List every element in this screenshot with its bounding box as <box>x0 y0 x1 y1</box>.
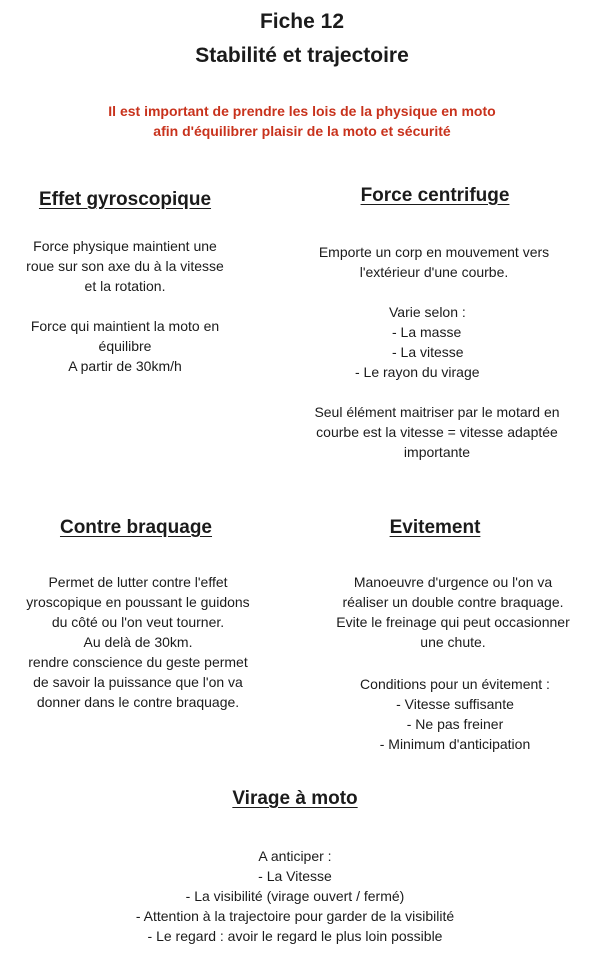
intro-line-2: afin d'équilibrer plaisir de la moto et sécurité <box>153 123 451 139</box>
heading-virage-a-moto: Virage à moto <box>232 788 358 809</box>
gyro-paragraph-2 <box>0 316 260 376</box>
contre-paragraph <box>0 572 288 712</box>
intro-line-1: Il est important de prendre les lois de la physique en moto <box>108 103 496 119</box>
text-line: - La Vitesse <box>258 868 332 884</box>
text-line: Au delà de 30km. <box>83 634 193 650</box>
text-line: Force qui maintient la moto en <box>30 318 220 334</box>
text-line: une chute. <box>420 634 486 650</box>
text-line: de savoir la puissance que l'on va <box>33 674 243 690</box>
text-line: A anticiper : <box>258 848 332 864</box>
text-line: - La vitesse <box>392 344 464 360</box>
text-line: réaliser un double contre braquage. <box>342 594 564 610</box>
text-line: - Ne pas freiner <box>406 716 504 732</box>
text-line: rendre conscience du geste permet <box>28 654 248 670</box>
virage-paragraph <box>0 846 590 946</box>
text-line: yroscopique en poussant le guidons <box>26 594 250 610</box>
text-line: Manoeuvre d'urgence ou l'on va <box>353 574 553 590</box>
text-line: Varie selon : <box>389 304 466 320</box>
text-line: l'extérieur d'une courbe. <box>359 264 509 280</box>
text-line: Seul élément maitriser par le motard en <box>314 404 560 420</box>
text-line: Emporte un corp en mouvement vers <box>318 244 550 260</box>
heading-evitement: Evitement <box>389 517 481 538</box>
text-line: - Attention à la trajectoire pour garder de la visibilité <box>135 908 455 924</box>
text-line: donner dans le contre braquage. <box>36 694 240 710</box>
text-line: - Vitesse suffisante <box>396 696 514 712</box>
evitement-paragraph-1 <box>300 572 604 652</box>
centrifuge-paragraph-1 <box>284 242 584 282</box>
text-line: Evite le freinage qui peut occasionner <box>336 614 570 630</box>
text-line: - La visibilité (virage ouvert / fermé) <box>185 888 405 904</box>
text-line: Force physique maintient une <box>33 238 217 254</box>
text-line: équilibre <box>98 338 152 354</box>
text-line: importante <box>403 444 471 460</box>
text-line: du côté ou l'on veut tourner. <box>51 614 225 630</box>
centrifuge-paragraph-3 <box>277 402 597 462</box>
text-line: roue sur son axe du à la vitesse <box>26 258 224 274</box>
heading-contre-braquage: Contre braquage <box>59 517 213 538</box>
text-line: Permet de lutter contre l'effet <box>48 574 228 590</box>
text-line: - Le regard : avoir le regard le plus loin possible <box>147 928 443 944</box>
text-line: - La masse <box>392 324 462 340</box>
page-title: Stabilité et trajectoire <box>195 44 409 67</box>
text-line: - Le rayon du virage <box>355 364 480 380</box>
gyro-paragraph-1 <box>0 236 260 296</box>
text-line: - Minimum d'anticipation <box>379 736 531 752</box>
text-line: A partir de 30km/h <box>68 358 182 374</box>
text-line: et la rotation. <box>84 278 166 294</box>
heading-effet-gyroscopique: Effet gyroscopique <box>38 189 212 210</box>
text-line: courbe est la vitesse = vitesse adaptée <box>316 424 558 440</box>
text-line: Conditions pour un évitement : <box>360 676 550 692</box>
evitement-paragraph-2 <box>305 674 604 754</box>
fiche-number: Fiche 12 <box>259 10 345 33</box>
centrifuge-paragraph-2 <box>350 302 550 382</box>
heading-force-centrifuge: Force centrifuge <box>360 185 510 206</box>
